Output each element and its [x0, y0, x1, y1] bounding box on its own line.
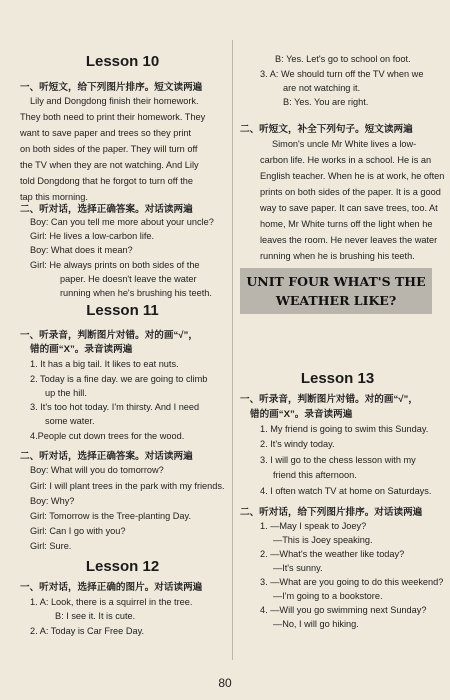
passage-line: leaves the room. He never leaves the water — [260, 235, 438, 245]
unit-title-line-1: UNIT FOUR WHAT'S THE — [246, 274, 426, 289]
lesson-13-item: 3. I will go to the chess lesson with my — [260, 455, 416, 465]
passage-line: carbon life. He works in a school. He is an — [260, 155, 432, 165]
column-divider — [232, 40, 233, 660]
lesson-13-dialogue-line: —It's sunny. — [273, 563, 323, 573]
passage-line: prints on both sides of the paper. It is a good — [260, 187, 441, 197]
lesson-13-title: Lesson 13 — [300, 370, 375, 387]
continued-line: B: Yes. You are right. — [283, 97, 369, 107]
lesson-11-item: 3. It's too hot today. I'm thirsty. And I need — [30, 402, 200, 412]
lesson-13-dialogue-line: 1. —May I speak to Joey? — [260, 521, 367, 531]
lesson-10-dialogue-line: paper. He doesn't leave the water — [60, 274, 197, 284]
lesson-11-dialogue-line: Boy: Why? — [30, 496, 75, 506]
page-number: 80 — [218, 676, 232, 690]
lesson-13-dialogue-line: 4. —Will you go swimming next Sunday? — [260, 605, 427, 615]
lesson-10-passage-line: on both sides of the paper. They will turn off — [20, 144, 198, 154]
lesson-12-item: 1. A: Look, there is a squirrel in the tree. — [30, 597, 193, 607]
lesson-13-dialogue-line: —No, I will go hiking. — [273, 619, 359, 629]
passage-line: running when he is brushing his teeth. — [260, 251, 415, 261]
lesson-10-dialogue-line: Boy: Can you tell me more about your uncle? — [30, 217, 214, 227]
continued-line: 3. A: We should turn off the TV when we — [260, 69, 424, 79]
passage-line: Simon's uncle Mr White lives a low- — [272, 139, 417, 149]
lesson-12-item: 2. A: Today is Car Free Day. — [30, 626, 145, 636]
lesson-11-item: 4.People cut down trees for the wood. — [30, 431, 185, 441]
lesson-13-question-2: 二、听对话，给下列图片排序。对话读两遍 — [240, 507, 423, 518]
lesson-13-dialogue-line: —This is Joey speaking. — [273, 535, 373, 545]
lesson-10-dialogue-line: running when he's brushing his teeth. — [60, 288, 212, 298]
lesson-10-passage-line: They both need to print their homework. They — [20, 112, 206, 122]
lesson-13-item: 4. I often watch TV at home on Saturdays. — [260, 486, 432, 496]
lesson-11-title: Lesson 11 — [86, 302, 159, 319]
lesson-11-dialogue-line: Girl: Tomorrow is the Tree-planting Day. — [30, 511, 192, 521]
lesson-12-title: Lesson 12 — [85, 558, 160, 575]
lesson-11-question-1a: 一、听录音，判断图片对错。对的画“√”， — [20, 330, 198, 341]
unit-header-banner — [240, 268, 432, 314]
lesson-13-item: 1. My friend is going to swim this Sunday. — [260, 424, 429, 434]
lesson-13-dialogue-line: 3. —What are you going to do this weekend? — [260, 577, 444, 587]
lesson-11-item: up the hill. — [45, 388, 87, 398]
continued-line: are not watching it. — [283, 83, 361, 93]
lesson-11-item: 1. It has a big tail. It likes to eat nuts. — [30, 359, 179, 369]
lesson-10-passage-line: told Dongdong that he forgot to turn off the — [20, 176, 193, 186]
lesson-10-passage-line: want to save paper and trees so they print — [20, 128, 192, 138]
lesson-10-passage-line: the TV when they are not watching. And Lily — [20, 160, 199, 170]
lesson-11-item: 2. Today is a fine day. we are going to climb — [30, 374, 208, 384]
lesson-10-question-1: 一、听短文，给下列图片排序。短文读两遍 — [20, 82, 203, 93]
lesson-10-passage-line: tap this morning. — [20, 192, 88, 202]
lesson-10-dialogue-line: Girl: He lives a low-carbon life. — [30, 231, 155, 241]
lesson-10-dialogue-line: Boy: What does it mean? — [30, 245, 133, 255]
lesson-10-title: Lesson 10 — [85, 53, 160, 70]
lesson-12-question-1: 一、听对话，选择正确的图片。对话读两遍 — [20, 582, 203, 593]
lesson-12-question-2: 二、听短文，补全下列句子。短文读两遍 — [240, 124, 413, 135]
lesson-11-dialogue-line: Girl: I will plant trees in the park with my friends. — [30, 481, 225, 491]
lesson-10-passage-line: Lily and Dongdong finish their homework. — [30, 96, 199, 106]
unit-title-line-2: WEATHER LIKE? — [275, 293, 397, 308]
lesson-11-question-1b: 错的画“X”。录音读两遍 — [30, 344, 133, 355]
lesson-13-question-1b: 错的画“X”。录音读两遍 — [250, 409, 353, 420]
lesson-11-dialogue-line: Girl: Can I go with you? — [30, 526, 126, 536]
lesson-11-dialogue-line: Girl: Sure. — [30, 541, 72, 551]
lesson-11-item: some water. — [45, 416, 95, 426]
passage-line: way to save paper. It can save trees, too. At — [260, 203, 438, 213]
lesson-13-dialogue-line: 2. —What's the weather like today? — [260, 549, 405, 559]
lesson-10-question-2: 二、听对话，选择正确答案。对话读两遍 — [20, 204, 193, 215]
continued-line: B: Yes. Let's go to school on foot. — [275, 54, 411, 64]
lesson-10-dialogue-line: Girl: He always prints on both sides of the — [30, 260, 200, 270]
passage-line: English teacher. When he is at work, he often — [260, 171, 445, 181]
lesson-13-item: friend this afternoon. — [273, 470, 357, 480]
passage-line: home, Mr White turns off the light when he — [260, 219, 433, 229]
lesson-11-question-2: 二、听对话，选择正确答案。对话读两遍 — [20, 451, 193, 462]
lesson-11-dialogue-line: Boy: What will you do tomorrow? — [30, 465, 164, 475]
lesson-13-question-1a: 一、听录音，判断图片对错。对的画“√”， — [240, 394, 418, 405]
lesson-13-dialogue-line: —I'm going to a bookstore. — [273, 591, 383, 601]
lesson-13-item: 2. It's windy today. — [260, 439, 335, 449]
lesson-12-item: B: I see it. It is cute. — [55, 611, 136, 621]
